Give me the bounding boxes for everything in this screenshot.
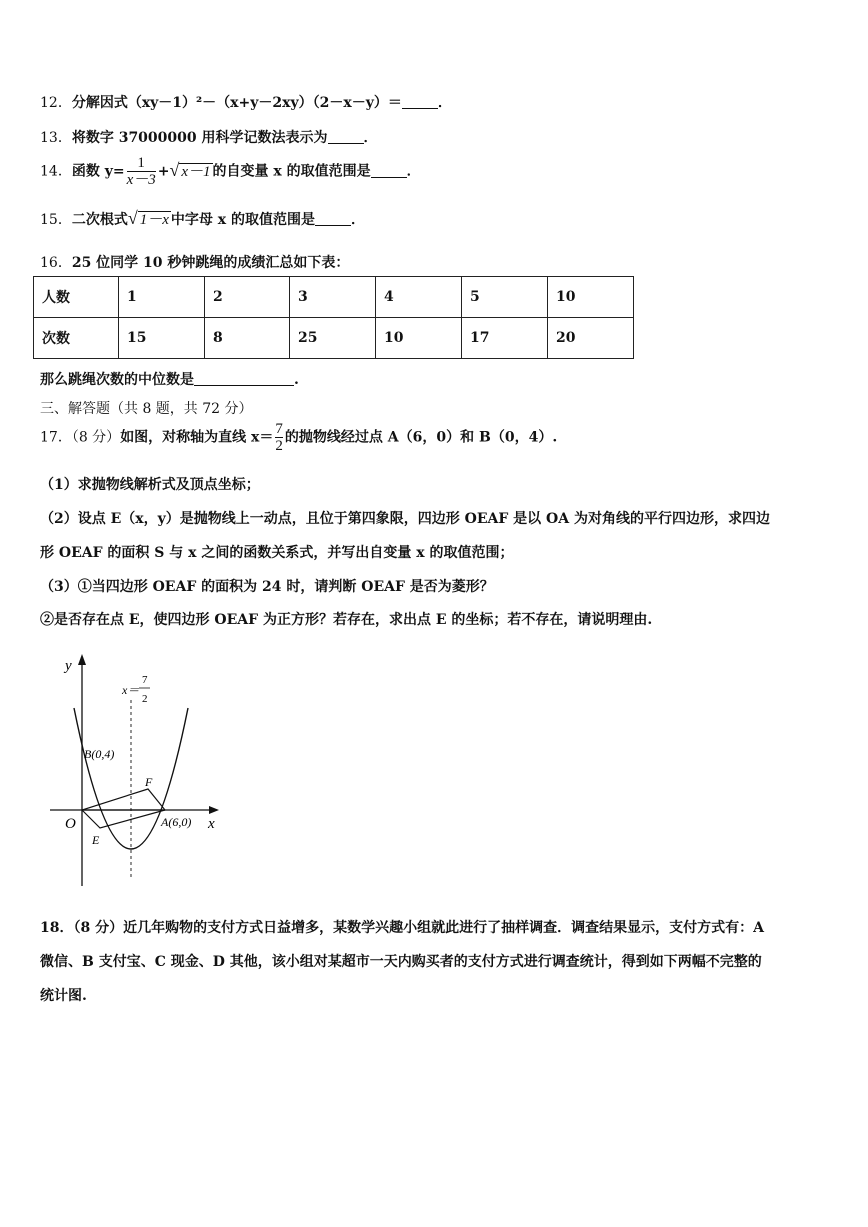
question-14 <box>40 155 421 188</box>
table-cell: 1 <box>119 277 205 318</box>
question-number: 13． <box>40 130 72 146</box>
x-axis-label: x <box>208 816 215 832</box>
punctuation: ． <box>363 130 378 146</box>
question-text: 将数字 37000000 用科学记数法表示为 <box>71 130 328 146</box>
question-17-part-2-cont: 形 OEAF 的面积 S 与 x 之间的函数关系式，并写出自变量 x 的取值范围； <box>40 545 514 561</box>
question-number: 15． <box>40 212 72 228</box>
question-text: 函数 y= <box>71 163 125 180</box>
question-12 <box>40 92 452 112</box>
table-cell: 8 <box>205 318 290 359</box>
question-number: 17． <box>40 429 72 446</box>
radicand: x－1 <box>181 163 211 180</box>
y-axis-label: y <box>65 658 72 674</box>
table-cell: 25 <box>290 318 376 359</box>
question-16-followup <box>40 369 299 389</box>
square-root <box>128 208 171 229</box>
answer-blank[interactable] <box>194 371 294 386</box>
fraction-denominator: x－3 <box>126 172 156 188</box>
question-number: 16． <box>40 255 72 271</box>
question-text: 那么跳绳次数的中位数是 <box>40 372 194 388</box>
answer-blank[interactable] <box>371 163 407 178</box>
question-17-part-1: （1）求抛物线解析式及顶点坐标； <box>40 477 260 493</box>
table-cell: 17 <box>462 318 548 359</box>
x-axis-arrow-icon <box>209 806 219 814</box>
y-axis-arrow-icon <box>78 654 86 665</box>
question-number: 14． <box>40 163 72 180</box>
parallelogram-oeaf <box>82 789 165 828</box>
question-18-cont: 微信、B 支付宝、C 现金、D 其他，该小组对某超市一天内购买者的支付方式进行调查统计，得到如下两幅不完整的 <box>40 954 762 970</box>
question-17-part-3-sub: ②是否存在点 E，使四边形 OEAF 为正方形？若存在，求出点 E 的坐标；若不存在，请说明理由. <box>40 612 653 628</box>
plus-sign: + <box>157 163 170 180</box>
question-text: 的自变量 x 的取值范围是 <box>212 163 371 180</box>
table-row <box>34 277 634 318</box>
fraction-numerator: 7 <box>275 421 283 437</box>
question-17-part-2: （2）设点 E（x，y）是抛物线上一动点，且位于第四象限，四边形 OEAF 是以 OA 为对角线的平行四边形，求四边 <box>40 511 770 527</box>
question-17-part-3: （3）①当四边形 OEAF 的面积为 24 时，请判断 OEAF 是否为菱形？ <box>40 579 494 595</box>
table-cell: 10 <box>548 277 634 318</box>
punctuation: ． <box>351 212 365 228</box>
punctuation: . <box>294 372 299 388</box>
symmetry-axis-label: x＝ <box>122 683 140 697</box>
question-score: （8 分） <box>71 429 121 446</box>
point-e-label: E <box>92 833 100 847</box>
table-cell: 20 <box>548 318 634 359</box>
radical-icon: √ <box>127 208 138 228</box>
symmetry-axis-numerator: 7 <box>142 674 148 686</box>
question-text: 如图，对称轴为直线 x＝ <box>120 429 274 446</box>
table-cell: 4 <box>376 277 462 318</box>
question-text: 25 位同学 10 秒钟跳绳的成绩汇总如下表： <box>71 255 350 271</box>
question-15 <box>40 208 365 229</box>
question-text: 二次根式 <box>71 212 128 228</box>
table-cell: 3 <box>290 277 376 318</box>
point-b-label: B(0,4) <box>84 747 115 761</box>
point-f-label: F <box>145 775 153 789</box>
table-cell: 5 <box>462 277 548 318</box>
score-table <box>33 276 634 359</box>
punctuation: ． <box>437 95 452 111</box>
answer-blank[interactable] <box>402 94 438 109</box>
table-cell: 15 <box>119 318 205 359</box>
punctuation: ． <box>406 163 421 180</box>
question-18-cont-2: 统计图. <box>40 988 87 1004</box>
origin-label: O <box>65 816 76 832</box>
symmetry-axis-denominator: 2 <box>142 693 148 705</box>
question-number: 12． <box>40 95 72 111</box>
table-row <box>34 318 634 359</box>
fraction-numerator: 1 <box>137 155 145 171</box>
question-18: 18．（8 分）近几年购物的支付方式日益增多，某数学兴趣小组就此进行了抽样调查．调查结果显示，支付方式有：A <box>40 920 764 936</box>
parabola-figure <box>45 650 235 890</box>
question-text: 的抛物线经过点 A（6，0）和 B（0，4）. <box>284 429 558 446</box>
fraction <box>275 421 283 454</box>
table-cell: 次数 <box>34 318 119 359</box>
question-13 <box>40 127 378 147</box>
table-cell: 10 <box>376 318 462 359</box>
table-cell: 人数 <box>34 277 119 318</box>
question-text: 中字母 x 的取值范围是 <box>170 212 315 228</box>
question-17 <box>40 421 557 454</box>
fraction-denominator: 2 <box>275 438 283 454</box>
fraction <box>127 155 156 188</box>
radicand: 1－x <box>139 212 169 228</box>
answer-blank[interactable] <box>328 129 364 144</box>
point-a-label: A(6,0) <box>161 815 192 829</box>
question-16 <box>40 252 349 272</box>
radical-icon: √ <box>169 159 180 180</box>
table-cell: 2 <box>205 277 290 318</box>
section-heading: 三、解答题（共 8 题，共 72 分） <box>40 401 253 417</box>
question-text: 分解因式（xy－1）²－（x+y－2xy）（2－x－y）＝ <box>71 95 402 111</box>
answer-blank[interactable] <box>315 211 351 226</box>
square-root <box>169 160 212 181</box>
